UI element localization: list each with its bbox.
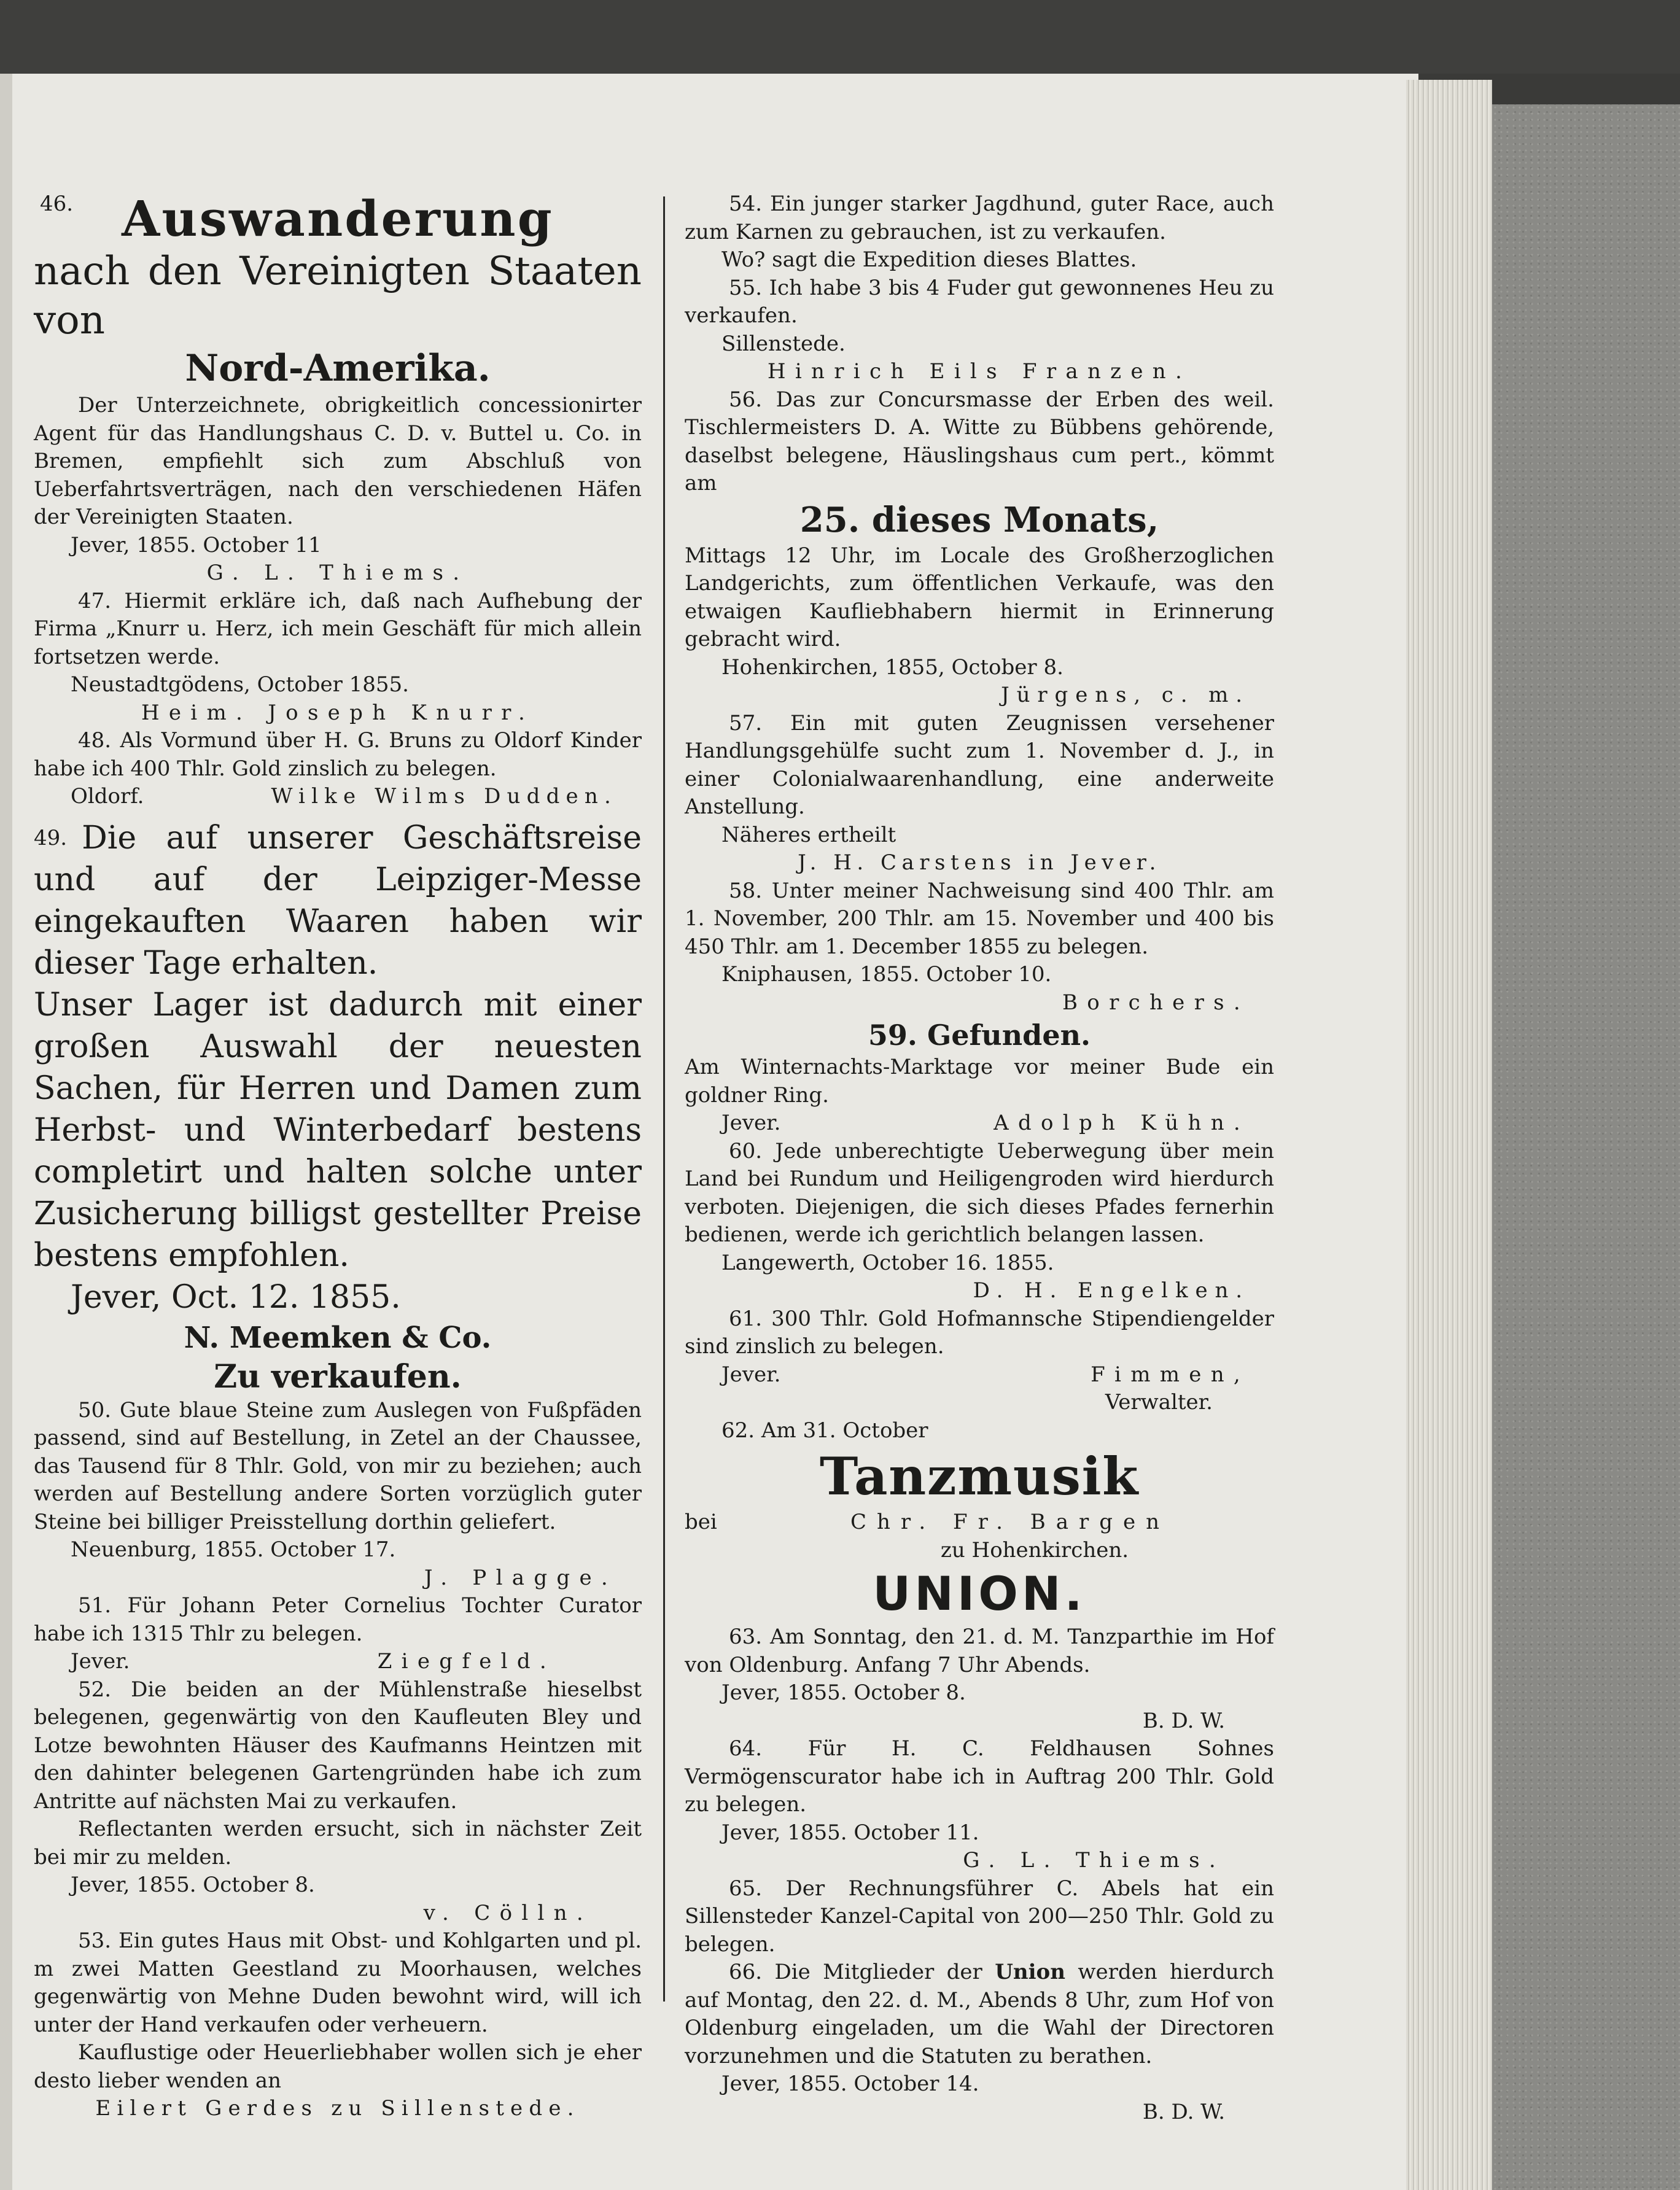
ad-number: 46. bbox=[40, 192, 74, 216]
ad-body-post: werden hierdurch auf Montag, den 22. d. M., Abends 8 Uhr, zum Hof von Oldenburg eingeladen, um die Wahl der Directoren vorzunehmen und die Statuten zu berathen. bbox=[685, 1960, 1275, 2068]
section-heading-union: UNION. bbox=[873, 1566, 1086, 1621]
ad-number: 49. bbox=[34, 825, 68, 850]
ad-body: 60. Jede unberechtigte Ueberwegung über mein Land bei Rundum und Heiligengroden wird hierdurch verboten. Diejenigen, die sich dieses Pfades fernerhin bedienen, werde ich gerichtlich belangen lassen. bbox=[685, 1138, 1274, 1247]
ad-signature: Adolph Kühn. bbox=[994, 1111, 1250, 1135]
ad-signature: D. H. Engelken. bbox=[973, 1278, 1250, 1303]
ad-53 bbox=[34, 1927, 642, 2123]
ad-body-pre: 66. Die Mitglieder der bbox=[729, 1960, 982, 1984]
ad-signature: J. H. Carstens in Jever. bbox=[798, 850, 1161, 875]
ad-60 bbox=[685, 1138, 1274, 1305]
ad-59 bbox=[685, 1017, 1274, 1138]
ad-body: 51. Für Johann Peter Cornelius Tochter Curator habe ich 1315 Thlr zu belegen. bbox=[34, 1593, 642, 1646]
ad-body: 50. Gute blaue Steine zum Auslegen von Fußpfäden passend, sind auf Bestellung, in Zetel an der Chaussee, das Tausend für 8 Thlr. Gold, von mir zu beziehen; auch werden auf Bestellung andere Sorten vorzüglich guter Steine bei billiger Preisstellung dorthin geliefert. bbox=[34, 1397, 642, 1534]
ad-host-name: Chr. Fr. Bargen bbox=[850, 1510, 1170, 1534]
ad-body: 52. Die beiden an der Mühlenstraße hieselbst belegenen, gegenwärtig von den Kaufleuten Bley und Lotze bewohnten Häuser des Kaufmanns Heintzen mit den dahinter belegenen Gartengründen habe ich zum Antritte auf nächsten Mai zu verkaufen. bbox=[34, 1677, 642, 1814]
ad-body: 58. Unter meiner Nachweisung sind 400 Thlr. am 1. November, 200 Thlr. am 15. November und 400 bis 450 Thlr. am 1. December 1855 zu belegen. bbox=[685, 878, 1274, 959]
ad-subheadline: nach den Vereinigten Staaten von bbox=[34, 249, 642, 343]
ad-58 bbox=[685, 877, 1274, 1017]
ad-body: 56. Das zur Concursmasse der Erben des weil. Tischlermeisters D. A. Witte zu Bübbens gehörende, daselbst belegene, Häuslingshaus cum pert., kömmt am bbox=[685, 387, 1274, 495]
ad-body: 64. Für H. C. Feldhausen Sohnes Vermögenscurator habe ich in Auftrag 200 Thlr. Gold zu belegen. bbox=[685, 1736, 1274, 1817]
ad-date: Neuenburg, 1855. October 17. bbox=[71, 1537, 396, 1562]
ad-48 bbox=[34, 727, 642, 811]
ad-signature: J. Plagge. bbox=[424, 1565, 617, 1590]
ad-50 bbox=[34, 1397, 642, 1593]
ad-signature: Fimmen, bbox=[1091, 1362, 1250, 1387]
column-divider bbox=[663, 196, 665, 2002]
ad-date: Hohenkirchen, 1855, October 8. bbox=[721, 654, 1064, 680]
ad-date: Kniphausen, 1855. October 10. bbox=[721, 962, 1052, 987]
section-heading-zu-verkaufen: Zu verkaufen. bbox=[214, 1357, 462, 1396]
ad-signature: Hinrich Eils Franzen. bbox=[767, 359, 1192, 384]
ad-place: Sillenstede. bbox=[721, 331, 846, 356]
ad-body: 63. Am Sonntag, den 21. d. M. Tanzparthie im Hof von Oldenburg. Anfang 7 Uhr Abends. bbox=[685, 1625, 1274, 1677]
ad-62 bbox=[685, 1417, 1274, 1565]
ad-signature: G. L. Thiems. bbox=[206, 561, 469, 585]
book-cover bbox=[1492, 104, 1680, 2190]
ad-66 bbox=[685, 1959, 1274, 2126]
book-page-edges bbox=[1406, 80, 1492, 2190]
ad-body-2: Reflectanten werden ersucht, sich in nächster Zeit bei mir zu melden. bbox=[34, 1817, 642, 1870]
ad-headline: 59. Gefunden. bbox=[868, 1019, 1091, 1052]
ad-57 bbox=[685, 710, 1274, 877]
ad-body: 61. 300 Thlr. Gold Hofmannsche Stipendiengelder sind zinslich zu belegen. bbox=[685, 1306, 1274, 1359]
ad-place: Jever. bbox=[721, 1362, 781, 1387]
ad-46 bbox=[34, 190, 642, 588]
ad-headline: Tanzmusik bbox=[819, 1446, 1140, 1507]
ad-body-1: Die auf unserer Geschäftsreise und auf der Leipziger-Messe eingekauften Waaren haben wir dieser Tage erhalten. bbox=[34, 819, 642, 982]
ad-body: 54. Ein junger starker Jagdhund, guter Race, auch zum Karnen zu gebrauchen, ist zu verkaufen. bbox=[685, 192, 1274, 244]
ad-body-2: Kauflustige oder Heuerliebhaber wollen sich je eher desto lieber wenden an bbox=[34, 2040, 642, 2093]
ad-signature: Heim. Joseph Knurr. bbox=[141, 700, 535, 725]
ad-date: Jever, 1855. October 11. bbox=[721, 1820, 979, 1845]
ad-place: Oldorf. bbox=[71, 784, 144, 809]
ad-52 bbox=[34, 1676, 642, 1928]
ad-signature: Wilke Wilms Dudden. bbox=[271, 784, 617, 809]
ad-55 bbox=[685, 274, 1274, 386]
scan-background bbox=[0, 0, 1680, 74]
ad-body: 57. Ein mit guten Zeugnissen versehener Handlungsgehülfe sucht zum 1. November d. J., in einer Colonialwaarenhandlung, eine anderweite Anstellung. bbox=[685, 710, 1274, 819]
ad-54 bbox=[685, 190, 1274, 274]
ad-date: Langewerth, October 16. 1855. bbox=[721, 1250, 1054, 1275]
ad-headline: 25. dieses Monats, bbox=[799, 499, 1159, 540]
ad-date: Neustadtgödens, October 1855. bbox=[71, 672, 409, 697]
ad-union-name: Union bbox=[995, 1960, 1065, 1984]
ad-body: 53. Ein gutes Haus mit Obst- und Kohlgarten und pl. m zwei Matten Geestland zu Moorhausen, welches gegenwärtig von Mehne Duden bewohnt wird, will ich unter der Hand verkaufen oder verheuern. bbox=[34, 1928, 642, 2037]
ad-51 bbox=[34, 1592, 642, 1676]
ad-63 bbox=[685, 1623, 1274, 1735]
ad-body-2: Unser Lager ist dadurch mit einer großen Auswahl der neuesten Sachen, für Herren und Damen zum Herbst- und Winterbedarf bestens completirt und halten solche unter Zusicherung billigst gestellter Preise bestens empfohlen. bbox=[34, 986, 642, 1274]
ad-body: 65. Der Rechnungsführer C. Abels hat ein Sillensteder Kanzel-Capital von 200—250 Thlr. Gold zu belegen. bbox=[685, 1876, 1274, 1957]
ad-date: Jever, 1855. October 14. bbox=[721, 2072, 979, 2096]
ad-signature: Ziegfeld. bbox=[377, 1649, 556, 1674]
ad-body: 55. Ich habe 3 bis 4 Fuder gut gewonnenes Heu zu verkaufen. bbox=[685, 275, 1274, 328]
ad-date: Jever, 1855. October 8. bbox=[721, 1680, 966, 1705]
ad-signature: B. D. W. bbox=[1142, 2099, 1225, 2124]
ad-body: Am Winternachts-Marktage vor meiner Bude ein goldner Ring. bbox=[685, 1055, 1274, 1108]
ad-47 bbox=[34, 588, 642, 728]
ad-65 bbox=[685, 1875, 1274, 1959]
ad-signature: Eilert Gerdes zu Sillenstede. bbox=[95, 2096, 580, 2121]
ad-contact: Näheres ertheilt bbox=[721, 822, 896, 847]
ad-body: 47. Hiermit erkläre ich, daß nach Aufhebung der Firma „Knurr u. Herz, ich mein Geschäft für mich allein fortsetzen werde. bbox=[34, 588, 642, 669]
ad-body-2: Mittags 12 Uhr, im Locale des Großherzoglichen Landgerichts, zum öffentlichen Verkaufe, was den etwaigen Kaufliebhabern hiermit in Erinnerung gebracht wird. bbox=[685, 543, 1274, 651]
right-column bbox=[685, 190, 1274, 2126]
ad-signature: Jürgens, c. m. bbox=[1001, 683, 1250, 707]
ad-headline: Auswanderung bbox=[122, 190, 554, 247]
ad-subheadline-2: Nord-Amerika. bbox=[185, 347, 491, 390]
ad-place: zu Hohenkirchen. bbox=[940, 1537, 1129, 1563]
ad-49 bbox=[34, 817, 642, 1357]
ad-64 bbox=[685, 1735, 1274, 1875]
ad-body: 48. Als Vormund über H. G. Bruns zu Oldorf Kinder habe ich 400 Thlr. Gold zinslich zu belegen. bbox=[34, 728, 642, 781]
ad-56 bbox=[685, 386, 1274, 710]
ad-date: Jever, Oct. 12. 1855. bbox=[71, 1278, 401, 1316]
left-column bbox=[34, 190, 642, 2123]
ad-body: Der Unterzeichnete, obrigkeitlich concessionirter Agent für das Handlungshaus C. D. v. Buttel u. Co. in Bremen, empfiehlt sich zum Abschluß von Ueberfahrtsverträgen, nach den verschiedenen Häfen der Vereinigten Staaten. bbox=[34, 393, 642, 529]
ad-signature: G. L. Thiems. bbox=[963, 1848, 1225, 1873]
ad-bei: bei bbox=[685, 1510, 717, 1534]
ad-date: Jever, 1855. October 8. bbox=[71, 1873, 315, 1897]
ad-signature: v. Cölln. bbox=[423, 1900, 593, 1925]
ad-date: 62. Am 31. October bbox=[721, 1418, 928, 1443]
ad-date: Jever, 1855. October 11 bbox=[71, 532, 322, 557]
ad-place: Jever. bbox=[721, 1111, 781, 1135]
ad-61 bbox=[685, 1305, 1274, 1417]
ad-signature-title: Verwalter. bbox=[1105, 1390, 1213, 1415]
ad-place: Jever. bbox=[71, 1649, 130, 1674]
ad-contact: Wo? sagt die Expedition dieses Blattes. bbox=[721, 247, 1137, 272]
ad-signature: Borchers. bbox=[1062, 990, 1250, 1015]
ad-signature: B. D. W. bbox=[1142, 1708, 1225, 1733]
ad-signature: N. Meemken & Co. bbox=[184, 1320, 492, 1355]
